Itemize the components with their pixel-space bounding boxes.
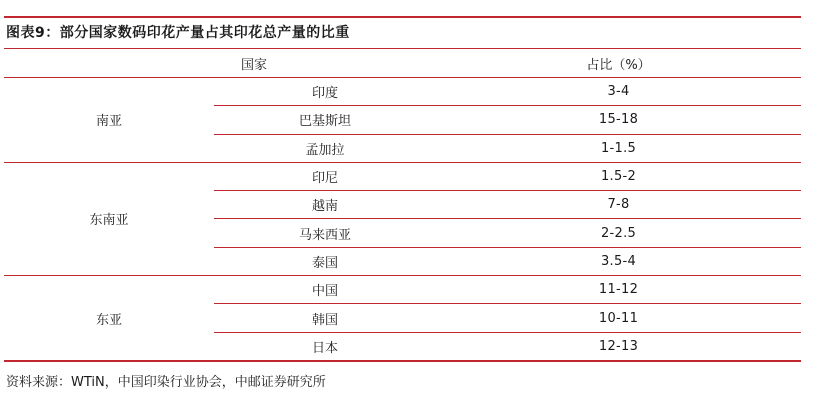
bottom-rule xyxy=(4,360,801,362)
share-cell: 7-8 xyxy=(436,191,801,219)
table-row xyxy=(4,276,801,304)
table-row xyxy=(4,162,801,190)
share-cell: 11-12 xyxy=(436,276,801,304)
share-cell: 1-1.5 xyxy=(436,134,801,162)
source-note: 资料来源：WTiN，中国印染行业协会，中邮证券研究所 xyxy=(6,375,326,390)
share-table xyxy=(4,49,801,360)
country-cell: 越南 xyxy=(214,191,436,219)
region-cell-east-asia: 东亚 xyxy=(95,312,122,328)
country-cell: 韩国 xyxy=(214,304,436,332)
country-cell: 日本 xyxy=(312,340,339,356)
country-cell: 泰国 xyxy=(214,247,436,275)
share-cell: 1.5-2 xyxy=(436,162,801,190)
region-cell-southeast-asia: 东南亚 xyxy=(4,162,214,275)
figure-title: 图表9：部分国家数码印花产量占其印花总产量的比重 xyxy=(4,18,801,49)
header-share: 占比（%） xyxy=(436,49,801,78)
figure-frame xyxy=(4,16,801,362)
table-header-row xyxy=(4,49,801,78)
header-country xyxy=(4,49,436,78)
share-cell: 2-2.5 xyxy=(436,219,801,247)
share-cell: 3-4 xyxy=(436,78,801,106)
country-cell: 印尼 xyxy=(214,162,436,190)
country-cell: 中国 xyxy=(214,276,436,304)
share-cell: 15-18 xyxy=(436,106,801,134)
region-cell-south-asia: 南亚 xyxy=(4,78,214,163)
country-cell: 巴基斯坦 xyxy=(214,106,436,134)
share-cell: 12-13 xyxy=(598,338,639,354)
table-row xyxy=(4,78,801,106)
country-cell: 马来西亚 xyxy=(214,219,436,247)
country-cell: 印度 xyxy=(214,78,436,106)
share-cell: 10-11 xyxy=(436,304,801,332)
share-cell: 3.5-4 xyxy=(436,247,801,275)
header-country-label: 国家 xyxy=(241,57,268,73)
country-cell: 孟加拉 xyxy=(214,134,436,162)
